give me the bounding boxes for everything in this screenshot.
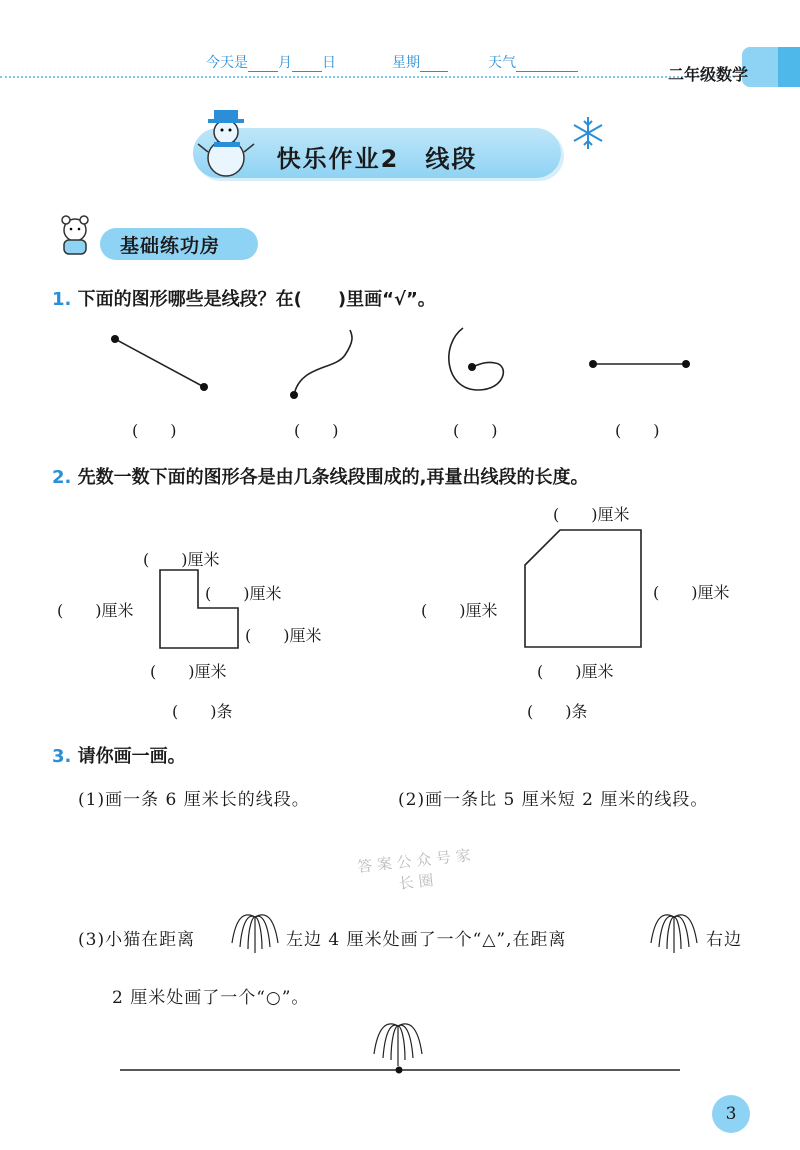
weekday-field [392,52,448,72]
willow-tree-icon-3 [368,1010,428,1066]
section-title: 基础练功房 [120,235,221,257]
question-1-number: 1. [52,289,72,310]
weather-field [488,52,578,72]
left-count-blank[interactable]: ( )条 [172,702,233,721]
left-inner-blank[interactable]: ( )厘米 [205,584,282,603]
question-3 [52,742,186,768]
figure-spiral [449,328,504,390]
header-divider [0,76,735,78]
right-side-blank[interactable]: ( )厘米 [653,583,730,602]
question-2-number: 2. [52,467,72,488]
answer-blank-3[interactable]: ( ) [453,421,498,440]
question-3-part-1: (1)画一条 6 厘米长的线段。 [78,790,310,810]
weekday-label: 星期 [392,55,420,71]
day-label: 日 [322,55,336,71]
right-top-blank[interactable]: ( )厘米 [553,505,630,524]
question-3-text: 请你画一画。 [77,746,186,767]
l-shape-figure [150,560,250,660]
snowflake-icon [570,115,606,151]
weather-label: 天气 [488,55,516,71]
q1-figures [100,325,700,410]
today-label: 今天是 [206,55,248,71]
willow-tree-icon-2 [645,903,703,955]
figure-curve [290,330,352,399]
answer-blank-1[interactable]: ( ) [132,421,177,440]
question-2-text: 先数一数下面的图形各是由几条线段围成的,再量出线段的长度。 [77,467,589,488]
grade-tab-accent [778,47,800,87]
question-3-part-3b: 左边 4 厘米处画了一个“△”,在距离 [286,930,567,950]
figure-segment-1 [111,335,208,391]
month-label: 月 [278,55,292,71]
page-title: 快乐作业2 线段 [276,145,478,173]
grade-label: 二年级数学 [667,65,748,84]
snowman-icon [196,100,256,180]
question-3-number: 3. [52,746,72,767]
question-3-part-2: (2)画一条比 5 厘米短 2 厘米的线段。 [398,790,709,810]
question-1-text: 下面的图形哪些是线段？在( )里画“√”。 [77,289,436,310]
right-count-blank[interactable]: ( )条 [527,702,588,721]
left-right-blank[interactable]: ( )厘米 [245,626,322,645]
right-left-blank[interactable]: ( )厘米 [421,601,498,620]
question-3-part-3d: 2 厘米处画了一个“○”。 [112,988,310,1008]
answer-blank-4[interactable]: ( ) [615,421,660,440]
date-field [206,52,336,72]
figure-segment-2 [589,360,690,368]
bear-icon [50,210,100,260]
left-top-blank[interactable]: ( )厘米 [143,550,220,569]
right-bottom-blank[interactable]: ( )厘米 [537,662,614,681]
question-3-part-3a: (3)小猫在距离 [78,930,196,950]
page-number: 3 [712,1095,750,1133]
pentagon-figure [515,520,650,655]
answer-blank-2[interactable]: ( ) [294,421,339,440]
willow-tree-icon [226,903,284,955]
question-2 [52,463,589,489]
left-bottom-blank[interactable]: ( )厘米 [150,662,227,681]
question-1 [52,285,436,311]
question-3-part-3c: 右边 [706,930,742,950]
watermark: 答 案 公 众 号 家 长 圈 [356,846,472,893]
left-side-blank[interactable]: ( )厘米 [57,601,134,620]
baseline-segment [120,1064,680,1076]
